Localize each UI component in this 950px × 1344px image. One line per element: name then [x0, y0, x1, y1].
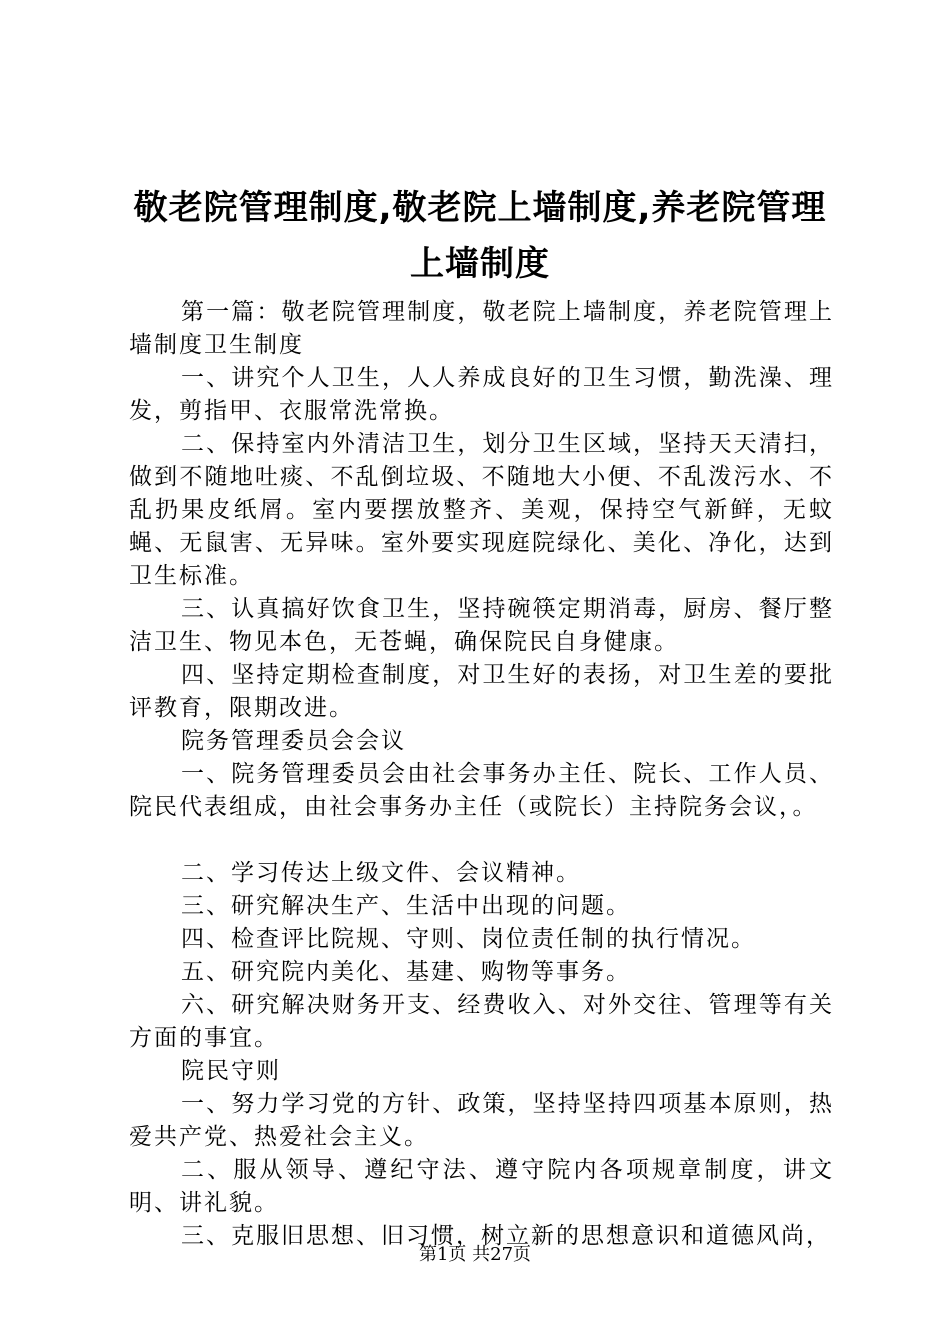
paragraph: 二、学习传达上级文件、会议精神。: [181, 860, 581, 886]
document-body: [129, 296, 834, 1253]
paragraph: 二、保持室内外清洁卫生，划分卫生区域，坚持天天清扫，做到不随地吐痰、不乱倒垃圾、不随地大小便、不乱泼污水、不乱扔果皮纸屑。室内要摆放整齐、美观，保持空气新鲜，无蚊蝇、无鼠害、无异味。室外要实现庭院绿化、美化、净化，达到卫生标准。: [129, 431, 834, 589]
paragraph: 三、认真搞好饮食卫生，坚持碗筷定期消毒，厨房、餐厅整洁卫生、物见本色，无苍蝇，确保院民自身健康。: [129, 596, 834, 655]
paragraph: 第一篇：敬老院管理制度，敬老院上墙制度，养老院管理上墙制度卫生制度: [129, 299, 834, 358]
paragraph: 六、研究解决财务开支、经费收入、对外交往、管理等有关方面的事宜。: [129, 992, 834, 1051]
document-title: 敬老院管理制度,敬老院上墙制度,养老院管理上墙制度: [133, 188, 827, 284]
section-heading: 院务管理委员会会议: [181, 728, 406, 754]
paragraph: 四、坚持定期检查制度，对卫生好的表扬，对卫生差的要批评教育，限期改进。: [129, 662, 834, 721]
paragraph: 一、院务管理委员会由社会事务办主任、院长、工作人员、院民代表组成，由社会事务办主任（或院长）主持院务会议，。: [129, 761, 834, 820]
paragraph: 四、检查评比院规、守则、岗位责任制的执行情况。: [181, 926, 756, 952]
page-number-footer: 第1页 共27页: [418, 1244, 532, 1265]
paragraph: 五、研究院内美化、基建、购物等事务。: [181, 959, 631, 985]
paragraph: 一、讲究个人卫生，人人养成良好的卫生习惯，勤洗澡、理发，剪指甲、衣服常洗常换。: [129, 365, 834, 424]
paragraph: 三、研究解决生产、生活中出现的问题。: [181, 893, 631, 919]
paragraph: 二、服从领导、遵纪守法、遵守院内各项规章制度，讲文明、讲礼貌。: [129, 1157, 834, 1216]
paragraph: 三、克服旧思想、旧习惯，树立新的思想意识和道德风尚，: [181, 1223, 831, 1249]
paragraph: 一、努力学习党的方针、政策，坚持坚持四项基本原则，热爱共产党、热爱社会主义。: [129, 1091, 834, 1150]
section-heading: 院民守则: [181, 1058, 281, 1084]
